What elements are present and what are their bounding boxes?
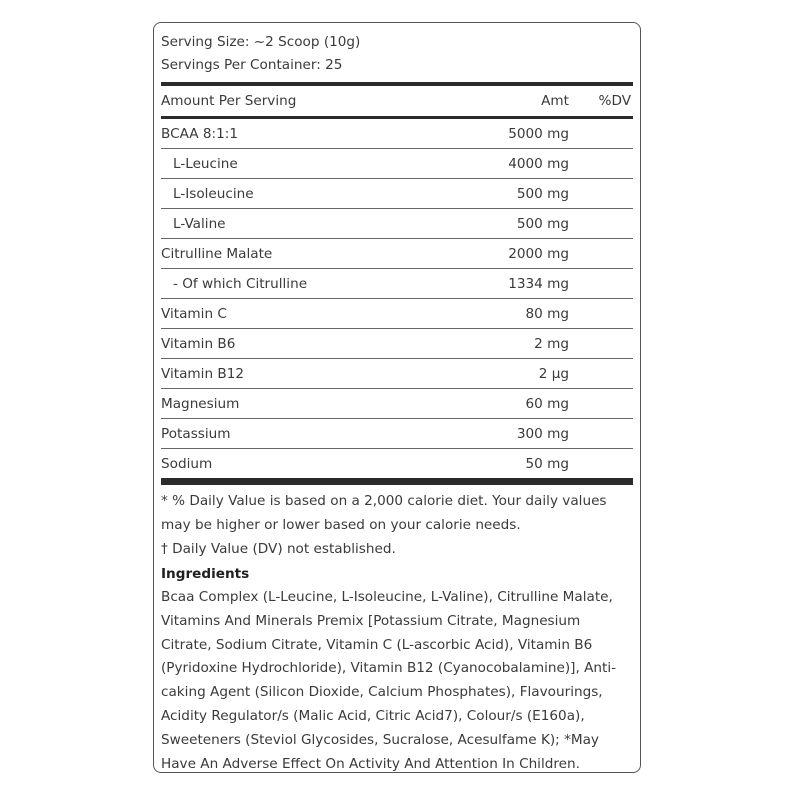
nutrient-name: L-Leucine [173,155,238,172]
header-dv: %DV [598,93,631,109]
table-row [161,329,633,359]
nutrient-amount: 80 mg [525,305,569,322]
nutrient-name: Sodium [161,455,213,472]
ingredients-text: Bcaa Complex (L-Leucine, L-Isoleucine, L-Valine), Citrulline Malate, Vitamins And Minerals Premix [Potassium Citrate, Magnesium Citrate, Sodium Citrate, Vitamin C (L-ascorbic Acid), Vitamin B6 (Pyridoxine Hydrochloride), Vitamin B12 (Cyanocobalamine)], Anti-caking Agent (Silicon Dioxide, Calcium Phosphates), Flavourings, Acidity Regulator/s (Malic Acid, Citric Acid7), Colour/s (E160a), Sweeteners (Steviol Glycosides, Sucralose, Acesulfame K); *May Have An Adverse Effect On Activity And Attention In Children. [161,589,617,772]
nutrient-name: Potassium [161,425,231,442]
table-row [161,269,633,299]
table-row [161,209,633,239]
table-row [161,359,633,389]
nutrient-amount: 500 mg [516,215,569,232]
nutrient-amount: 500 mg [516,185,569,202]
table-row [161,419,633,449]
nutrient-amount: 2 mg [534,335,569,352]
servings-per-container: Servings Per Container: 25 [161,57,343,73]
nutrient-name: L-Valine [173,215,226,232]
dv-not-established-footnote: † Daily Value (DV) not established. [161,541,396,557]
table-row [161,389,633,419]
table-row [161,179,633,209]
nutrient-amount: 1334 mg [508,275,569,292]
ingredients-title: Ingredients [161,566,250,582]
nutrient-name: - Of which Citrulline [173,275,308,292]
nutrient-amount: 5000 mg [508,125,569,142]
nutrient-amount: 60 mg [525,395,569,412]
daily-value-footnote: * % Daily Value is based on a 2,000 calorie diet. Your daily values may be higher or lower based on your calorie needs. [161,493,607,533]
nutrient-amount: 2000 mg [508,245,569,262]
nutrient-amount: 4000 mg [508,155,569,172]
header-amount-per-serving: Amount Per Serving [161,93,297,109]
nutrient-name: BCAA 8:1:1 [161,125,238,142]
nutrient-name: Vitamin B6 [161,335,236,352]
nutrient-name: Citrulline Malate [161,245,273,262]
bottom-thick-divider [161,478,633,485]
nutrient-amount: 300 mg [516,425,569,442]
table-row [161,239,633,269]
nutrient-name: Vitamin B12 [161,365,245,382]
nutrient-amount: 2 µg [538,365,569,382]
nutrient-amount: 50 mg [525,455,569,472]
nutrition-facts-panel [153,22,641,773]
table-row [161,299,633,329]
table-row [161,149,633,179]
table-header [161,86,633,119]
nutrient-name: L-Isoleucine [173,185,254,202]
table-row [161,119,633,149]
serving-size: Serving Size: ~2 Scoop (10g) [161,34,361,50]
header-amt: Amt [541,93,569,109]
nutrient-name: Vitamin C [161,305,227,322]
nutrient-name: Magnesium [161,395,240,412]
table-row [161,449,633,478]
